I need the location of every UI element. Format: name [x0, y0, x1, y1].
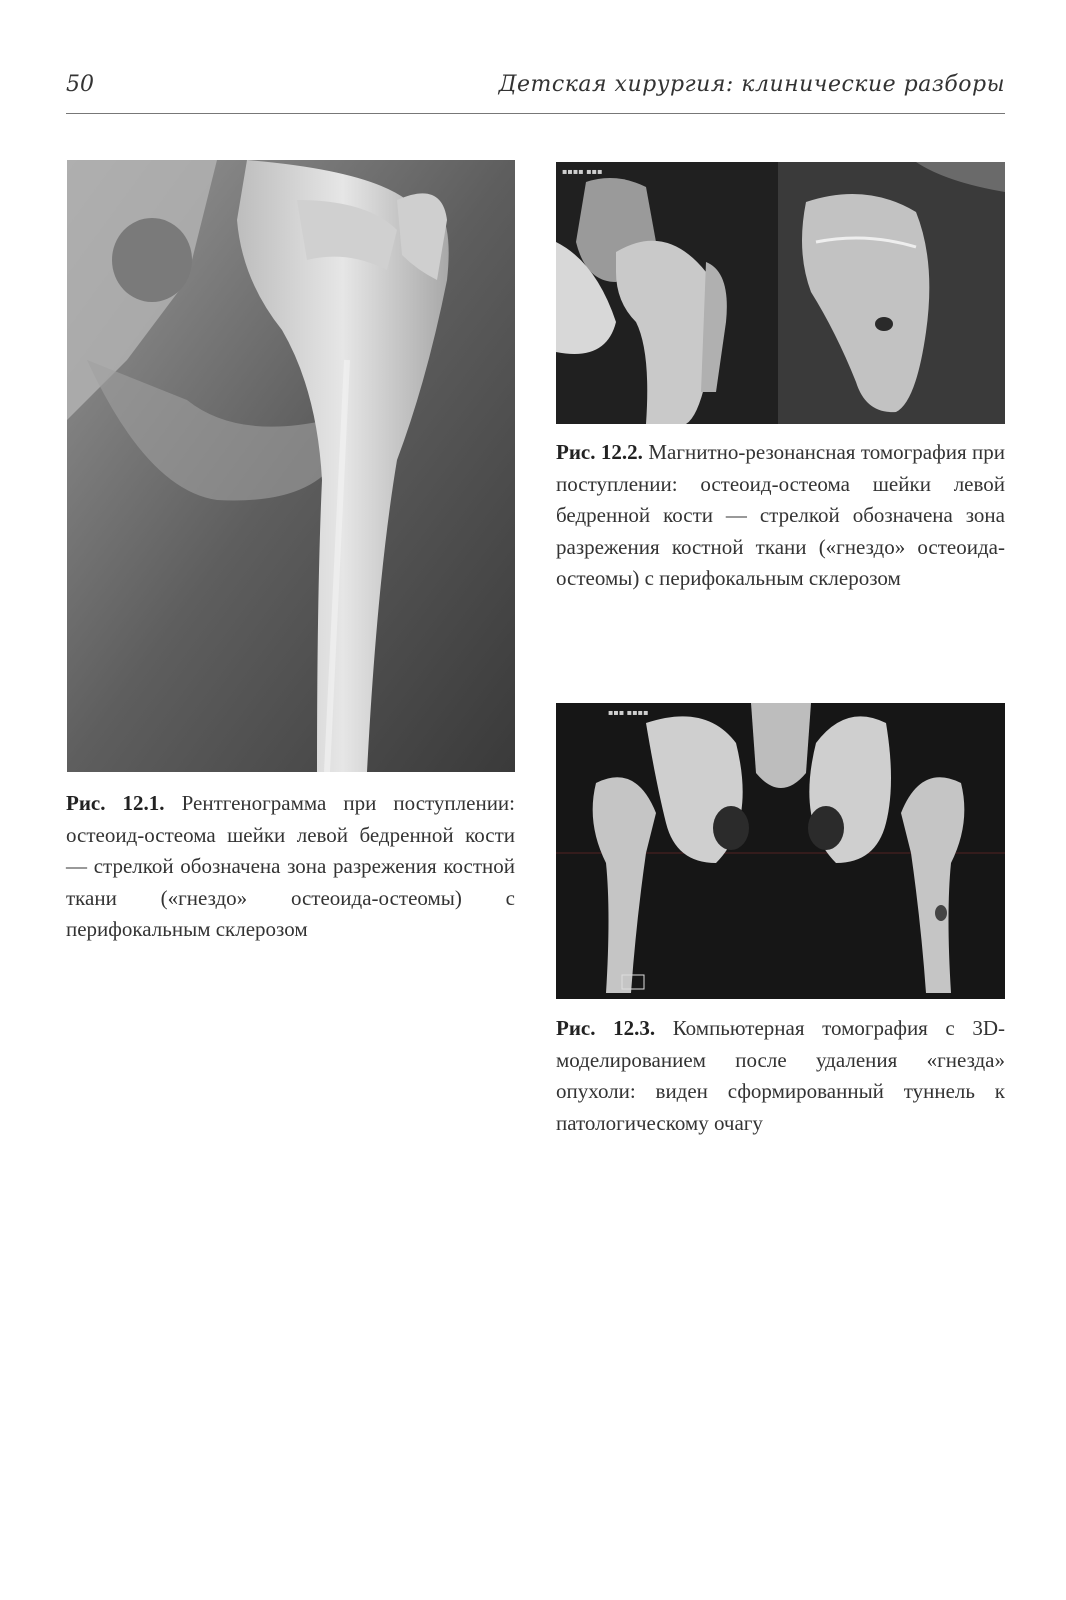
- header-rule: [66, 113, 1005, 114]
- figure-mri-image: [556, 162, 1005, 424]
- figure-xray-image: [67, 160, 515, 772]
- figure-1-text: Рентгенограмма при поступлении: остеоид-остеома шейки левой бедренной кости — стрелкой обозначена зона разрежения костной ткани («гнездо» остеоида-остеомы) с перифокальным склерозом: [66, 791, 516, 941]
- figure-2-text: Магнитно-резонансная томография при поступлении: остеоид-остеома шейки левой бедренной кости — стрелкой обозначена зона разрежения костной ткани («гнездо» остеоида-остеомы) с перифокальным склерозом: [556, 440, 1006, 590]
- figure-1-label: Рис. 12.1.: [66, 791, 165, 815]
- figure-2-label: Рис. 12.2.: [556, 440, 643, 464]
- running-title: Детская хирургия: клинические разборы: [498, 72, 1005, 97]
- figure-3-text: Компьютерная томография с 3D-моделированием после удаления «гнезда» опухоли: виден сформированный туннель к патологическому очагу: [556, 1016, 1006, 1135]
- figure-ct-3d-image: [556, 703, 1005, 999]
- mri-illustration: [556, 162, 1005, 424]
- running-header: [66, 64, 1005, 108]
- ct-scan-label: ▪▪▪ ▪▪▪▪: [608, 708, 649, 717]
- figure-3-caption: [556, 1013, 1005, 1139]
- ct-3d-illustration: [556, 703, 1005, 999]
- mri-scan-label: ▪▪▪▪ ▪▪▪: [562, 167, 603, 176]
- figure-1-caption: [66, 788, 515, 946]
- xray-illustration: [67, 160, 515, 772]
- figure-3-label: Рис. 12.3.: [556, 1016, 656, 1040]
- figure-2-caption: [556, 437, 1005, 595]
- page-number: 50: [66, 72, 94, 97]
